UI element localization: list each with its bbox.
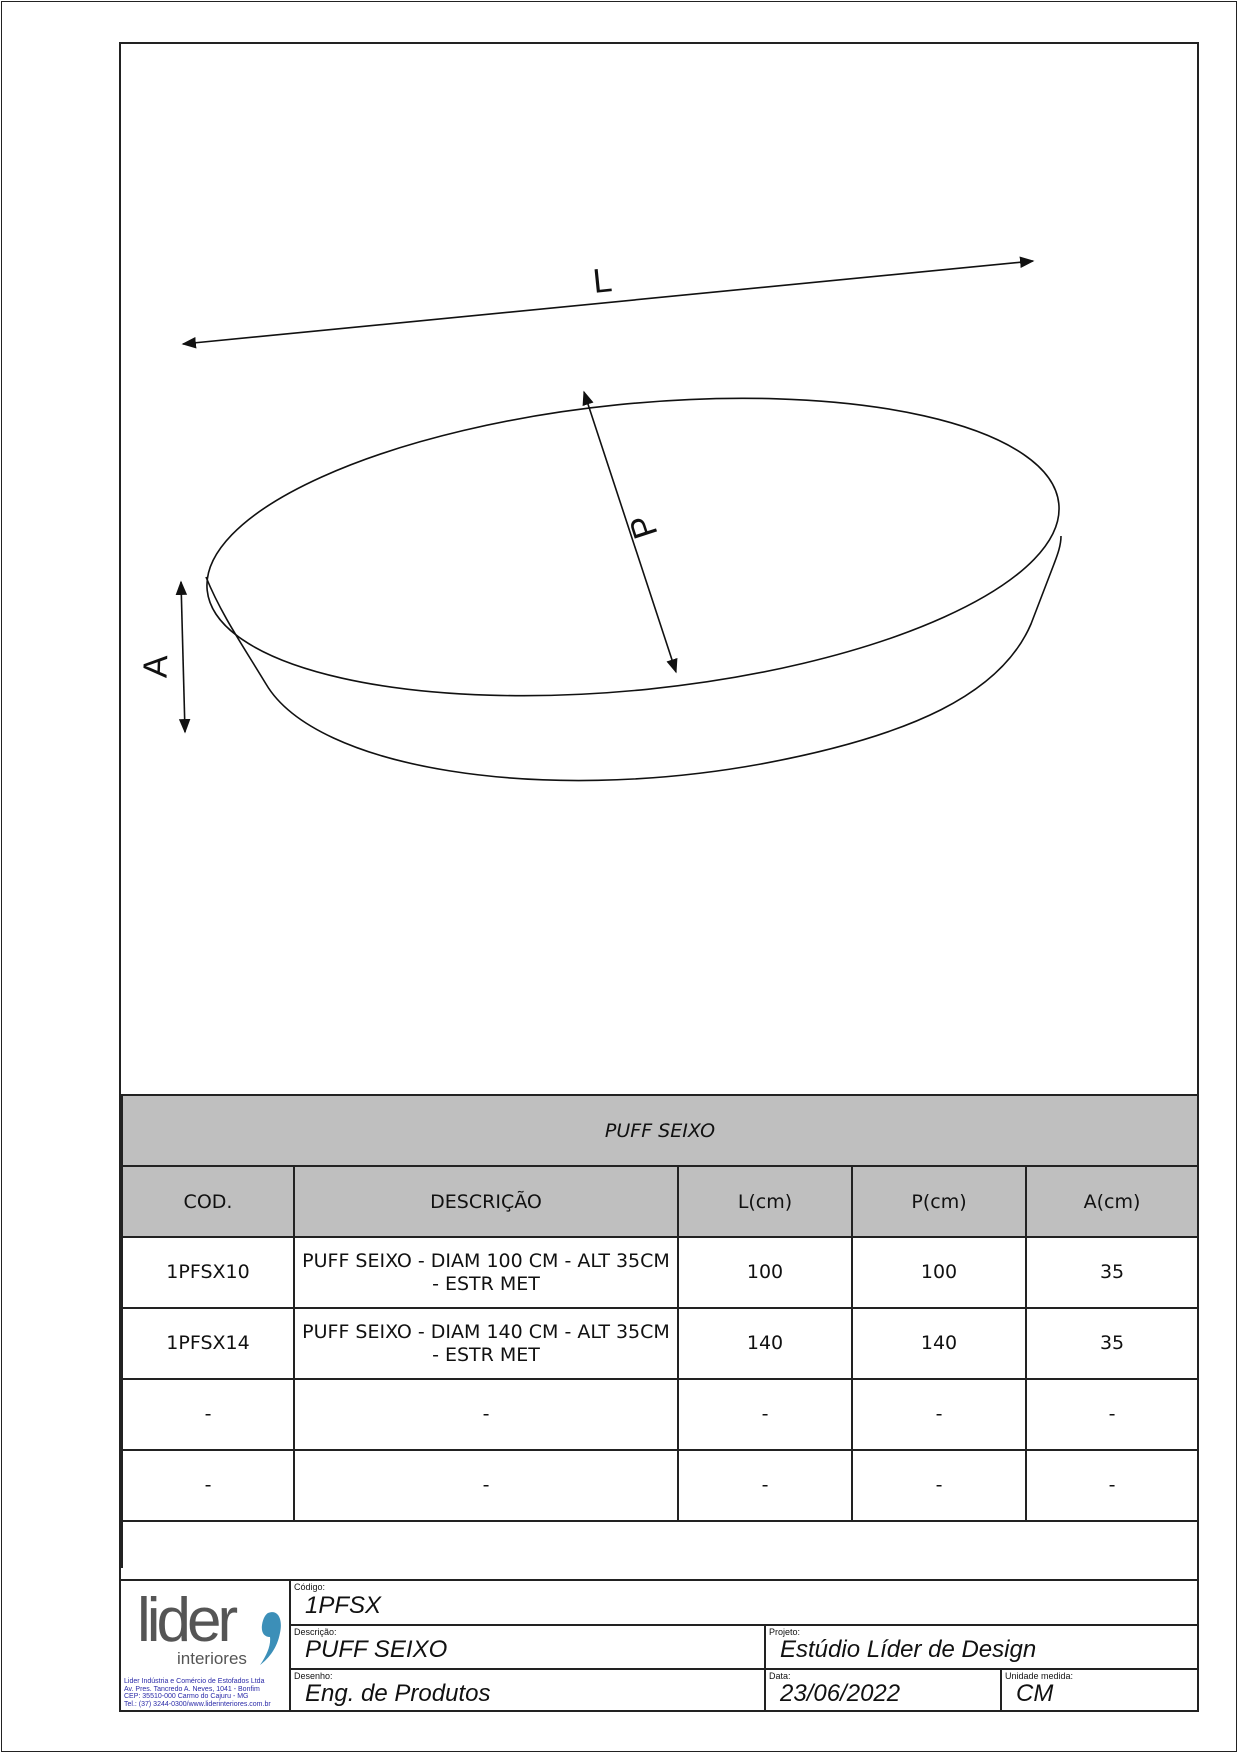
- table-spacer-row: [122, 1521, 1198, 1568]
- logo-comma-icon: [258, 1587, 284, 1669]
- table-title: PUFF SEIXO: [122, 1095, 1198, 1166]
- title-block: [121, 1579, 1197, 1712]
- descricao-value: PUFF SEIXO: [305, 1636, 448, 1663]
- table-title-row: [122, 1095, 1198, 1166]
- cell-cod: -: [122, 1379, 294, 1450]
- cell-cod: 1PFSX14: [122, 1308, 294, 1379]
- header-a: A(cm): [1026, 1166, 1198, 1237]
- cell-l: -: [678, 1379, 852, 1450]
- cell-l: 140: [678, 1308, 852, 1379]
- cell-cod: -: [122, 1450, 294, 1521]
- header-descricao: DESCRIÇÃO: [294, 1166, 678, 1237]
- projeto-field: Projeto: Estúdio Líder de Design: [766, 1626, 1197, 1670]
- cell-a: -: [1026, 1450, 1198, 1521]
- pouf-drawing-svg: [121, 44, 1197, 1094]
- height-label: A: [136, 654, 176, 679]
- unidade-field: Unidade medida: CM: [1005, 1671, 1074, 1707]
- spacer-cell: [122, 1521, 1198, 1568]
- unidade-value: CM: [1016, 1680, 1054, 1707]
- header-cod: COD.: [122, 1166, 294, 1237]
- table-row: [122, 1450, 1198, 1521]
- cell-descricao: -: [294, 1450, 678, 1521]
- cell-a: 35: [1026, 1237, 1198, 1308]
- descricao-field: Descrição: PUFF SEIXO: [291, 1626, 766, 1670]
- cell-p: -: [852, 1379, 1026, 1450]
- cell-descricao: PUFF SEIXO - DIAM 100 CM - ALT 35CM - ESTR MET: [294, 1237, 678, 1308]
- desenho-value: Eng. de Produtos: [305, 1680, 491, 1707]
- spec-table: [121, 1094, 1199, 1568]
- cell-p: -: [852, 1450, 1026, 1521]
- cell-cod: 1PFSX10: [122, 1237, 294, 1308]
- cell-a: -: [1026, 1379, 1198, 1450]
- logo-wordmark: lider: [137, 1586, 235, 1655]
- table-row: [122, 1308, 1198, 1379]
- cell-a: 35: [1026, 1308, 1198, 1379]
- cell-p: 100: [852, 1237, 1026, 1308]
- company-address: Lider Indústria e Comércio de Estofados Ltda Av. Pres. Tancredo A. Neves, 1041 - Bonfim CEP: 35510-000 Carmo do Cajuru - MG Tel.: (37) 3244-0300/www.liderinteriores.com.br: [124, 1678, 271, 1708]
- cell-descricao: PUFF SEIXO - DIAM 140 CM - ALT 35CM - ESTR MET: [294, 1308, 678, 1379]
- height-dimension-line: [181, 582, 185, 732]
- pouf-top-outline: [193, 361, 1074, 732]
- technical-drawing: [121, 44, 1197, 1094]
- pouf-base-outline: [206, 536, 1061, 781]
- logo-subtitle: interiores: [177, 1649, 247, 1668]
- cell-l: -: [678, 1450, 852, 1521]
- table-row: [122, 1237, 1198, 1308]
- codigo-field: Código: 1PFSX: [291, 1581, 1197, 1626]
- length-label: L: [591, 261, 614, 301]
- data-field: Data: 23/06/2022: [766, 1670, 1002, 1712]
- table-header-row: [122, 1166, 1198, 1237]
- drawing-sheet: [119, 42, 1199, 1712]
- projeto-value: Estúdio Líder de Design: [780, 1636, 1037, 1663]
- codigo-value: 1PFSX: [305, 1592, 382, 1619]
- cell-p: 140: [852, 1308, 1026, 1379]
- desenho-field: Desenho: Eng. de Produtos: [291, 1670, 766, 1712]
- depth-label: P: [622, 509, 666, 544]
- header-p: P(cm): [852, 1166, 1026, 1237]
- cell-descricao: -: [294, 1379, 678, 1450]
- table-row: [122, 1379, 1198, 1450]
- company-logo: [121, 1581, 291, 1712]
- header-l: L(cm): [678, 1166, 852, 1237]
- cell-l: 100: [678, 1237, 852, 1308]
- data-value: 23/06/2022: [780, 1680, 901, 1707]
